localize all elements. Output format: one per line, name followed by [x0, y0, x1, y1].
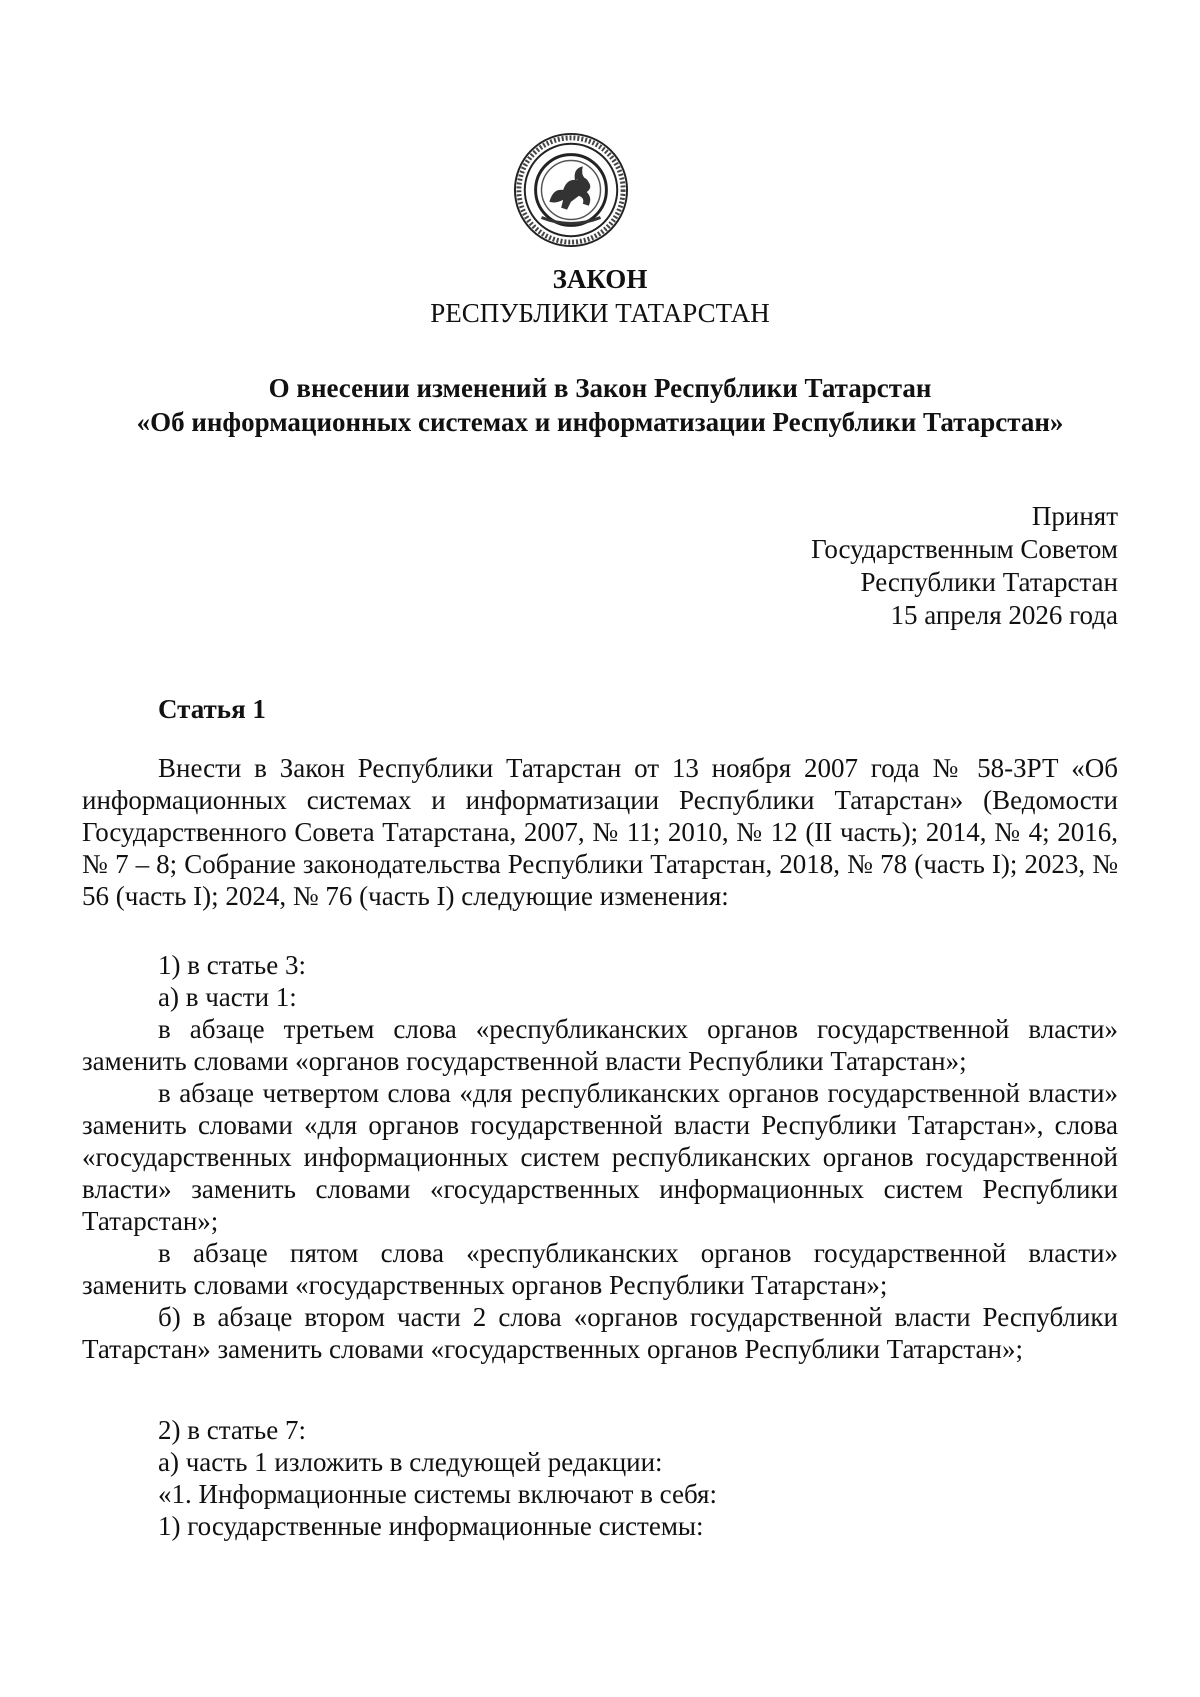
- list-item: в абзаце третьем слова «республиканских органов государственной власти» заменить словами «органов государственной власти Республики Татарстан»;: [82, 1014, 1118, 1076]
- adoption-line: Республики Татарстан: [860, 567, 1118, 597]
- list-item: а) в части 1:: [158, 982, 297, 1012]
- law-label: ЗАКОН: [552, 264, 648, 294]
- amendments-list-1: [82, 949, 1118, 1365]
- adoption-line: Принят: [1031, 501, 1118, 531]
- list-item: б) в абзаце втором части 2 слова «органов государственной власти Республики Татарстан» заменить словами «государственных органов Республики Татарстан»;: [82, 1302, 1118, 1364]
- coat-of-arms-icon: [512, 131, 630, 249]
- republic-label: РЕСПУБЛИКИ ТАТАРСТАН: [430, 298, 770, 328]
- law-title-line-1: О внесении изменений в Закон Республики Татарстан: [268, 373, 932, 403]
- list-item: в абзаце пятом слова «республиканских органов государственной власти» заменить словами «государственных органов Республики Татарстан»;: [82, 1238, 1118, 1300]
- adoption-line: Государственным Советом: [811, 534, 1118, 564]
- article-intro: Внести в Закон Республики Татарстан от 13 ноября 2007 года № 58-ЗРТ «Об информационных системах и информатизации Республики Татарстан» (Ведомости Государственного Совета Татарстана, 2007, № 11; 2010, № 12 (II часть); 2014, № 4; 2016, № 7 – 8; Собрание законодательства Республики Татарстан, 2018, № 78 (часть I); 2023, № 56 (часть I); 2024, № 76 (часть I) следующие изменения:: [82, 753, 1118, 911]
- list-item: 1) государственные информационные системы:: [158, 1511, 704, 1541]
- list-item: а) часть 1 изложить в следующей редакции:: [158, 1447, 663, 1477]
- list-item: 1) в статье 3:: [158, 950, 306, 980]
- adoption-date: 15 апреля 2026 года: [890, 600, 1118, 630]
- amendments-list-2: [82, 1414, 1118, 1542]
- article-intro-block: [82, 752, 1118, 912]
- adoption-block: [811, 500, 1118, 632]
- article-heading: Статья 1: [158, 694, 266, 724]
- law-title-line-2: «Об информационных системах и информатизации Республики Татарстан»: [136, 407, 1064, 437]
- list-item: 2) в статье 7:: [158, 1415, 306, 1445]
- list-item: в абзаце четвертом слова «для республиканских органов государственной власти» заменить словами «для органов государственной власти Республики Татарстан», слова «государственных информационных систем республиканских органов государственной власти» заменить словами «государственных информационных систем Республики Татарстан»;: [82, 1078, 1118, 1236]
- list-item: «1. Информационные системы включают в себя:: [158, 1479, 717, 1509]
